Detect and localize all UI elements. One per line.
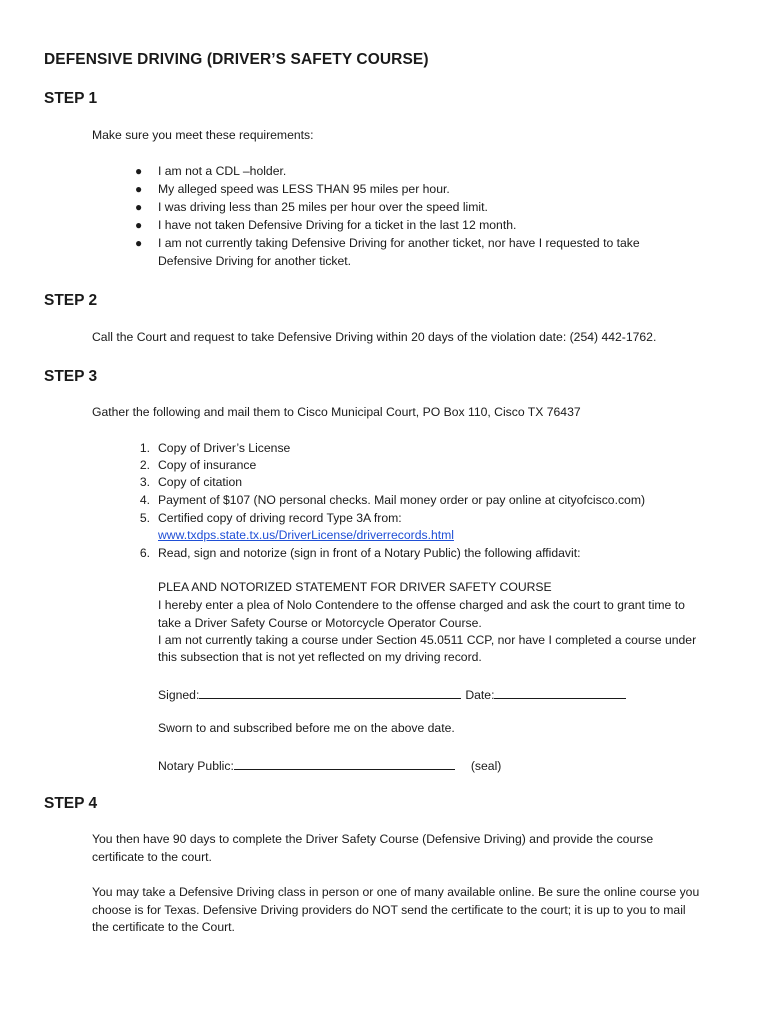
step4-para2-line: You may take a Defensive Driving class in person or one of many available online. Be sure the online course you: [92, 885, 700, 899]
step3-intro: Gather the following and mail them to Cisco Municipal Court, PO Box 110, Cisco TX 76437: [92, 405, 581, 419]
step2-text: Call the Court and request to take Defensive Driving within 20 days of the violation date: (254) 442-1762.: [92, 330, 657, 344]
requirement-item: My alleged speed was LESS THAN 95 miles per hour.: [158, 182, 450, 196]
list-number: 2.: [139, 458, 150, 472]
signed-label: Signed:: [158, 688, 200, 702]
step4-para2-line: the certificate to the Court.: [92, 920, 235, 934]
list-item: Certified copy of driving record Type 3A from:: [158, 511, 402, 525]
list-number: 3.: [139, 475, 150, 489]
step3-heading: STEP 3: [44, 368, 98, 385]
step4-para1-line: You then have 90 days to complete the Driver Safety Course (Defensive Driving) and provide the course: [92, 832, 654, 846]
step4-para1-line: certificate to the court.: [92, 850, 212, 864]
notary-signature-line[interactable]: [234, 757, 455, 770]
affidavit-line: I am not currently taking a course under Section 45.0511 CCP, nor have I completed a course under: [158, 633, 697, 647]
seal-label: (seal): [470, 759, 502, 773]
list-number: 1.: [139, 441, 150, 455]
requirement-item: I am not a CDL –holder.: [158, 164, 287, 178]
requirement-item: I have not taken Defensive Driving for a ticket in the last 12 month.: [158, 218, 517, 232]
affidavit-line: take a Driver Safety Course or Motorcycle Operator Course.: [158, 616, 482, 630]
requirement-item-continued: Defensive Driving for another ticket.: [158, 254, 352, 268]
step1-heading: STEP 1: [44, 90, 98, 107]
bullet-icon: ●: [135, 236, 143, 250]
notary-label: Notary Public:: [158, 759, 234, 773]
list-item: Read, sign and notorize (sign in front of a Notary Public) the following affidavit:: [158, 546, 581, 560]
list-number: 4.: [139, 493, 150, 507]
step2-heading: STEP 2: [44, 292, 98, 309]
step4-para2-line: choose is for Texas. Defensive Driving providers do NOT send the certificate to the court; it is up to you to mail: [92, 903, 686, 917]
step4-heading: STEP 4: [44, 795, 98, 812]
list-item: Copy of citation: [158, 475, 243, 489]
list-item: Payment of $107 (NO personal checks. Mail money order or pay online at cityofcisco.com): [158, 493, 646, 507]
driver-records-link[interactable]: www.txdps.state.tx.us/DriverLicense/driverrecords.html: [158, 528, 454, 542]
signature-line[interactable]: [199, 686, 461, 699]
requirement-item: I was driving less than 25 miles per hour over the speed limit.: [158, 200, 488, 214]
date-line[interactable]: [494, 686, 626, 699]
affidavit-line: I hereby enter a plea of Nolo Contendere to the offense charged and ask the court to grant time to: [158, 598, 685, 612]
list-item: Copy of insurance: [158, 458, 257, 472]
list-item: Copy of Driver’s License: [158, 441, 291, 455]
notary-row: [158, 757, 501, 773]
affidavit-line: this subsection that is not yet reflected on my driving record.: [158, 650, 482, 664]
signature-row: [158, 686, 626, 702]
date-label: Date:: [465, 688, 495, 702]
affidavit-heading: PLEA AND NOTORIZED STATEMENT FOR DRIVER SAFETY COURSE: [158, 580, 552, 594]
list-number: 5.: [139, 511, 150, 525]
step1-intro: Make sure you meet these requirements:: [92, 128, 314, 142]
bullet-icon: ●: [135, 200, 143, 214]
bullet-icon: ●: [135, 164, 143, 178]
bullet-icon: ●: [135, 182, 143, 196]
requirement-item: I am not currently taking Defensive Driving for another ticket, nor have I requested to take: [158, 236, 640, 250]
sworn-statement: Sworn to and subscribed before me on the above date.: [158, 721, 455, 735]
list-number: 6.: [139, 546, 150, 560]
bullet-icon: ●: [135, 218, 143, 232]
page-title: DEFENSIVE DRIVING (DRIVER’S SAFETY COURSE): [44, 51, 429, 68]
